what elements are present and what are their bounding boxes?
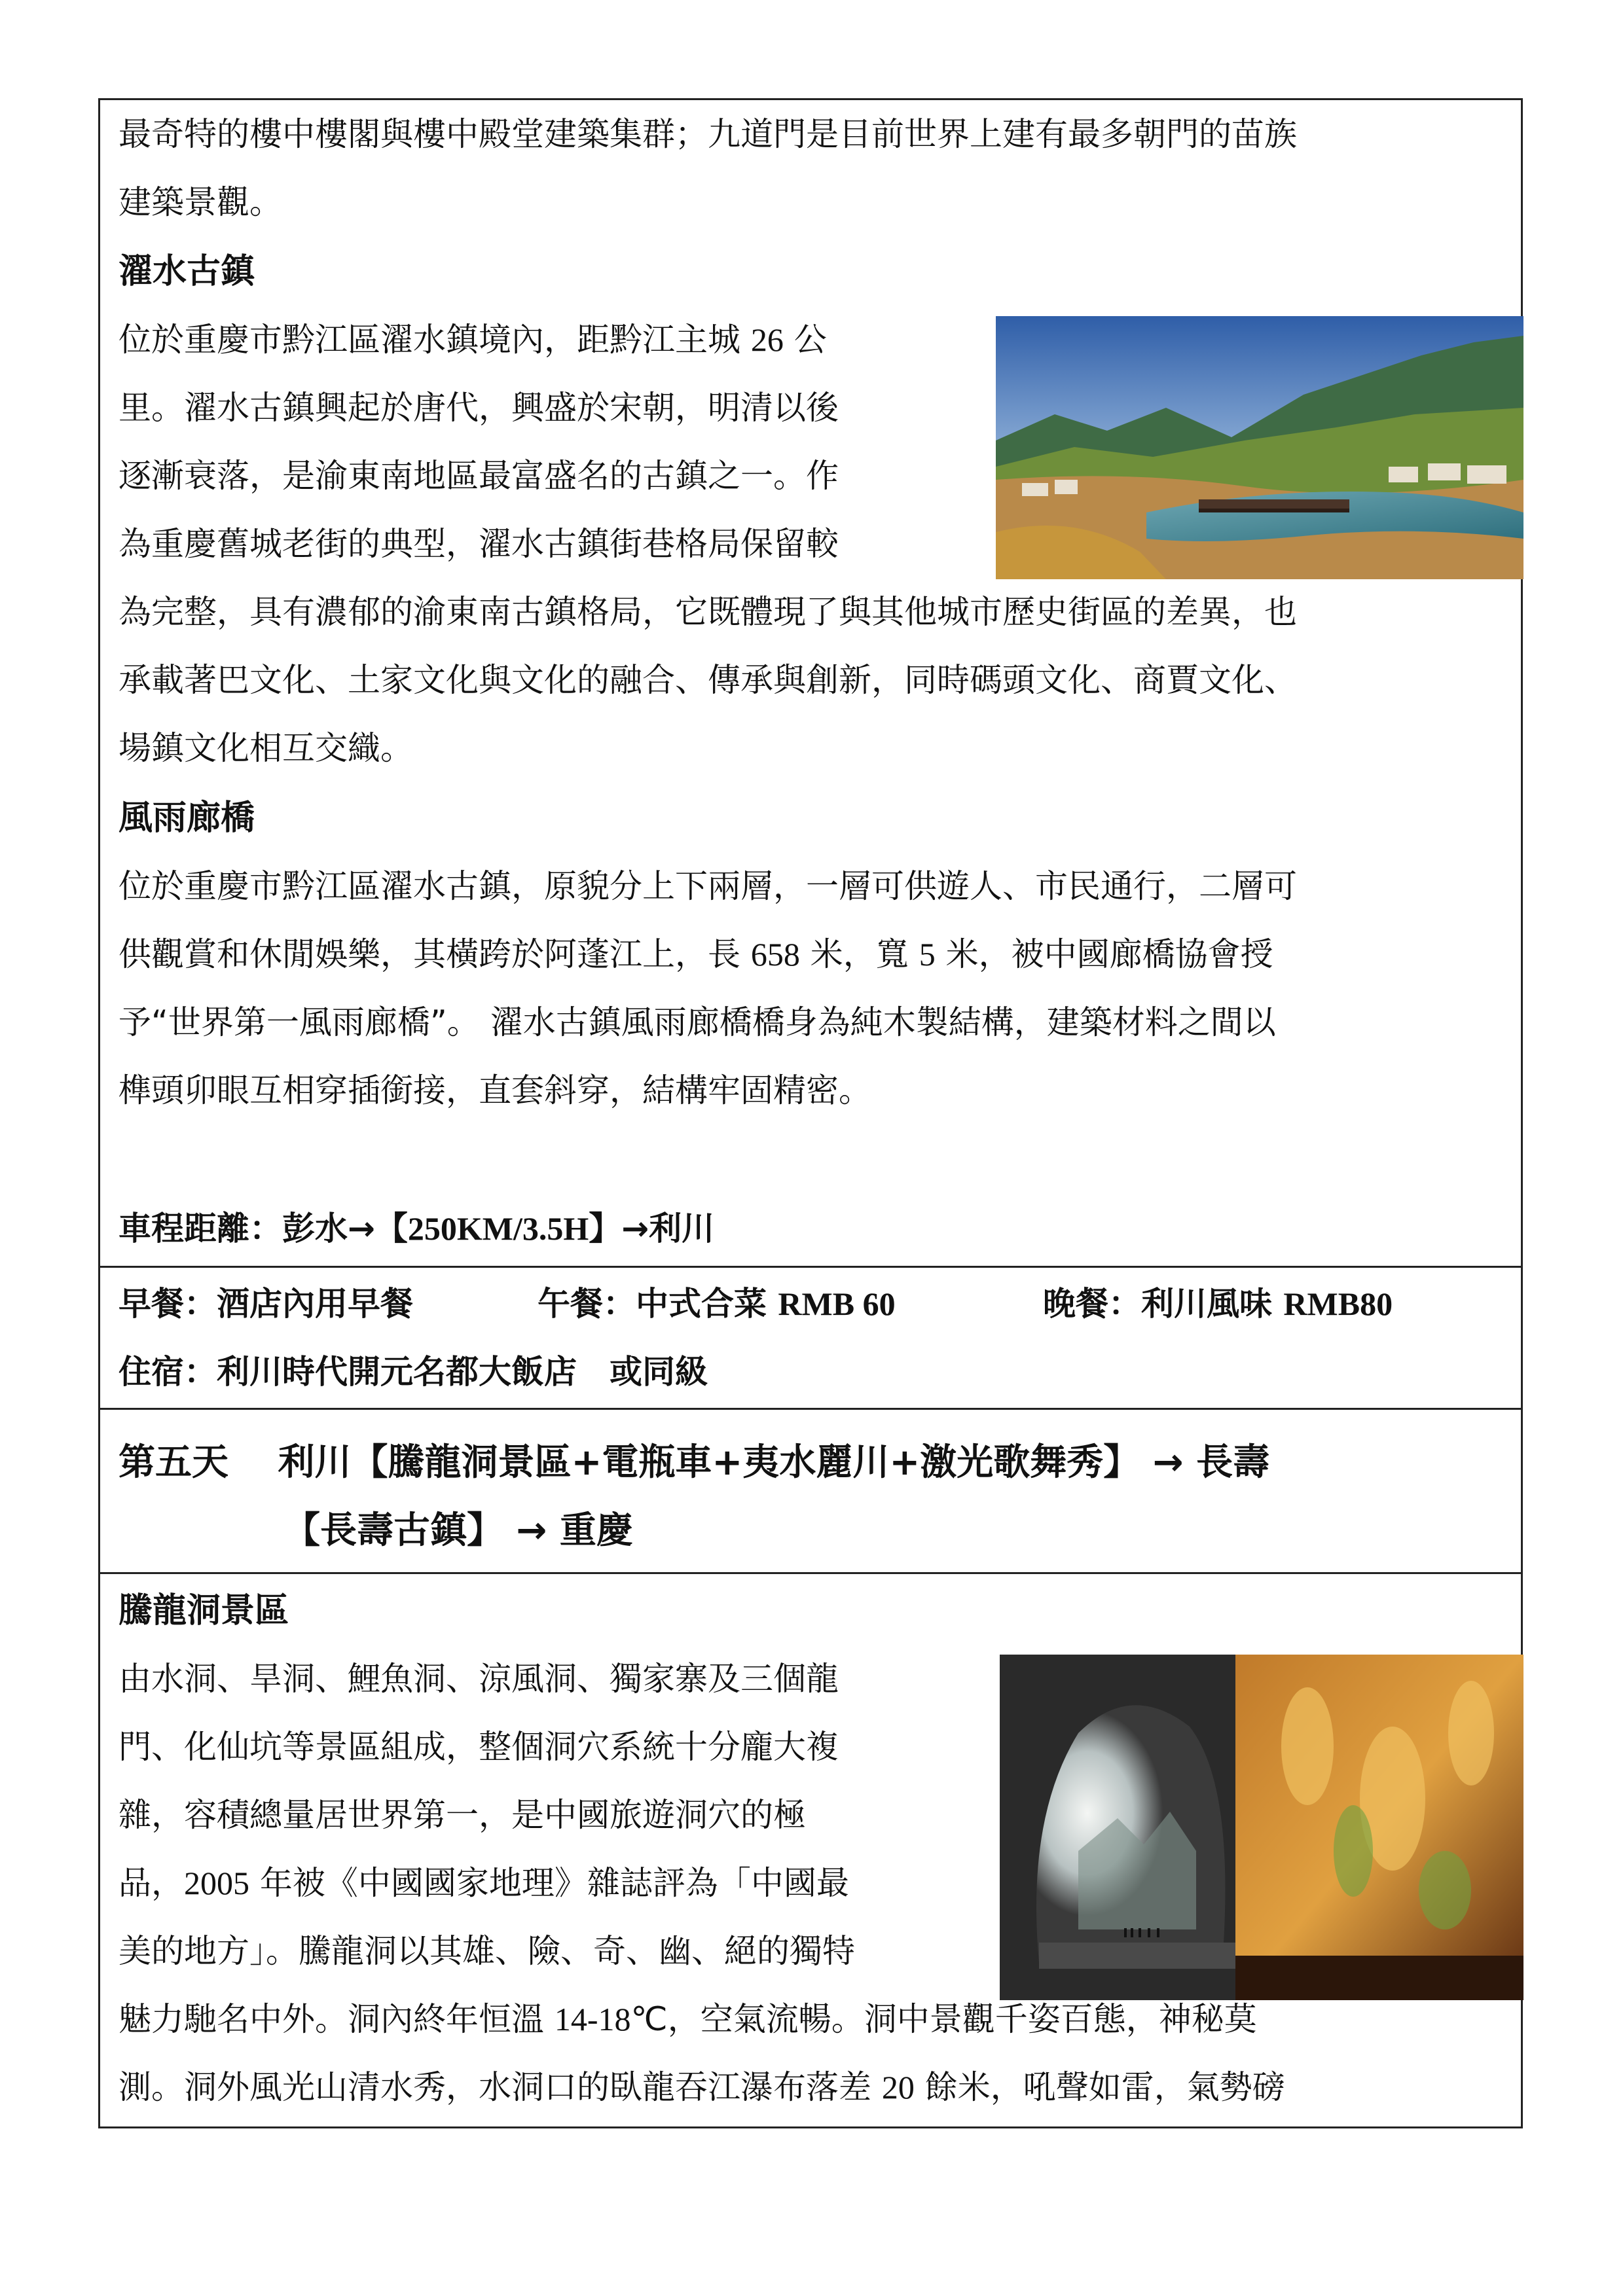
paragraph-line: 雜，容積總量居世界第一，是中國旅遊洞穴的極 [119, 1796, 806, 1834]
drive-distance: 車程距離：彭水→【250KM/3.5H】→利川 [119, 1210, 715, 1247]
table-divider [100, 1572, 1521, 1574]
paragraph-line: 供觀賞和休閒娛樂，其橫跨於阿蓬江上，長 658 米，寬 5 米，被中國廊橋協會授 [119, 935, 1273, 973]
itinerary-table [98, 98, 1523, 2128]
paragraph-line: 美的地方」。騰龍洞以其雄、險、奇、幽、絕的獨特 [119, 1932, 855, 1970]
paragraph-line: 里。濯水古鎮興起於唐代，興盛於宋朝，明清以後 [119, 389, 839, 427]
paragraph-line: 位於重慶市黔江區濯水鎮境內，距黔江主城 26 公 [119, 321, 827, 359]
day-title: 第五天 利川【騰龍洞景區+電瓶車+夷水麗川+激光歌舞秀】 → 長壽 [119, 1441, 1270, 1484]
zhuoshui-town-photo [996, 316, 1523, 579]
table-divider [100, 1266, 1521, 1268]
paragraph-line: 門、化仙坑等景區組成，整個洞穴系統十分龐大複 [119, 1728, 839, 1766]
paragraph-line: 由水洞、旱洞、鯉魚洞、涼風洞、獨家寨及三個龍 [119, 1660, 839, 1698]
paragraph-line: 魅力馳名中外。洞內終年恒溫 14-18℃，空氣流暢。洞中景觀千姿百態，神秘莫 [119, 2000, 1257, 2038]
day-title-continued: 【長壽古鎮】 → 重慶 [283, 1509, 633, 1552]
section-title-tenglong: 騰龍洞景區 [119, 1591, 289, 1630]
paragraph-line: 逐漸衰落，是渝東南地區最富盛名的古鎮之一。作 [119, 457, 839, 495]
breakfast: 早餐：酒店內用早餐 [119, 1285, 413, 1323]
paragraph-line: 予“世界第一風雨廊橋”。 濯水古鎮風雨廊橋橋身為純木製結構，建築材料之間以 [119, 1003, 1276, 1041]
paragraph-line: 位於重慶市黔江區濯水古鎮，原貌分上下兩層，一層可供遊人、市民通行，二層可 [119, 867, 1297, 905]
meals-row [119, 1270, 413, 1338]
dinner: 晚餐：利川風味 RMB80 [1043, 1285, 1393, 1323]
table-divider [100, 1408, 1521, 1410]
paragraph-line: 測。洞外風光山清水秀，水洞口的臥龍吞江瀑布落差 20 餘米，吼聲如雷，氣勢磅 [119, 2068, 1285, 2106]
intro-line: 建築景觀。 [119, 183, 282, 221]
section-title-bridge: 風雨廊橋 [119, 798, 255, 838]
paragraph-line: 品，2005 年被《中國國家地理》雜誌評為「中國最 [119, 1864, 849, 1902]
paragraph-line: 場鎮文化相互交織。 [119, 729, 413, 767]
paragraph-line: 為重慶舊城老街的典型，濯水古鎮街巷格局保留較 [119, 525, 839, 563]
paragraph-line: 承載著巴文化、土家文化與文化的融合、傳承與創新，同時碼頭文化、商賈文化、 [119, 661, 1297, 699]
paragraph-line: 榫頭卯眼互相穿插銜接，直套斜穿，結構牢固精密。 [119, 1071, 871, 1109]
tenglong-cave-photo [1000, 1655, 1523, 2000]
accommodation: 住宿：利川時代開元名都大飯店 或同級 [119, 1353, 708, 1391]
section-title-zhuoshui: 濯水古鎮 [119, 252, 255, 291]
paragraph-line: 為完整，具有濃郁的渝東南古鎮格局，它既體現了與其他城市歷史街區的差異，也 [119, 593, 1297, 631]
lunch: 午餐：中式合菜 RMB 60 [538, 1285, 896, 1323]
intro-line: 最奇特的樓中樓閣與樓中殿堂建築集群；九道門是目前世界上建有最多朝門的苗族 [119, 115, 1297, 153]
